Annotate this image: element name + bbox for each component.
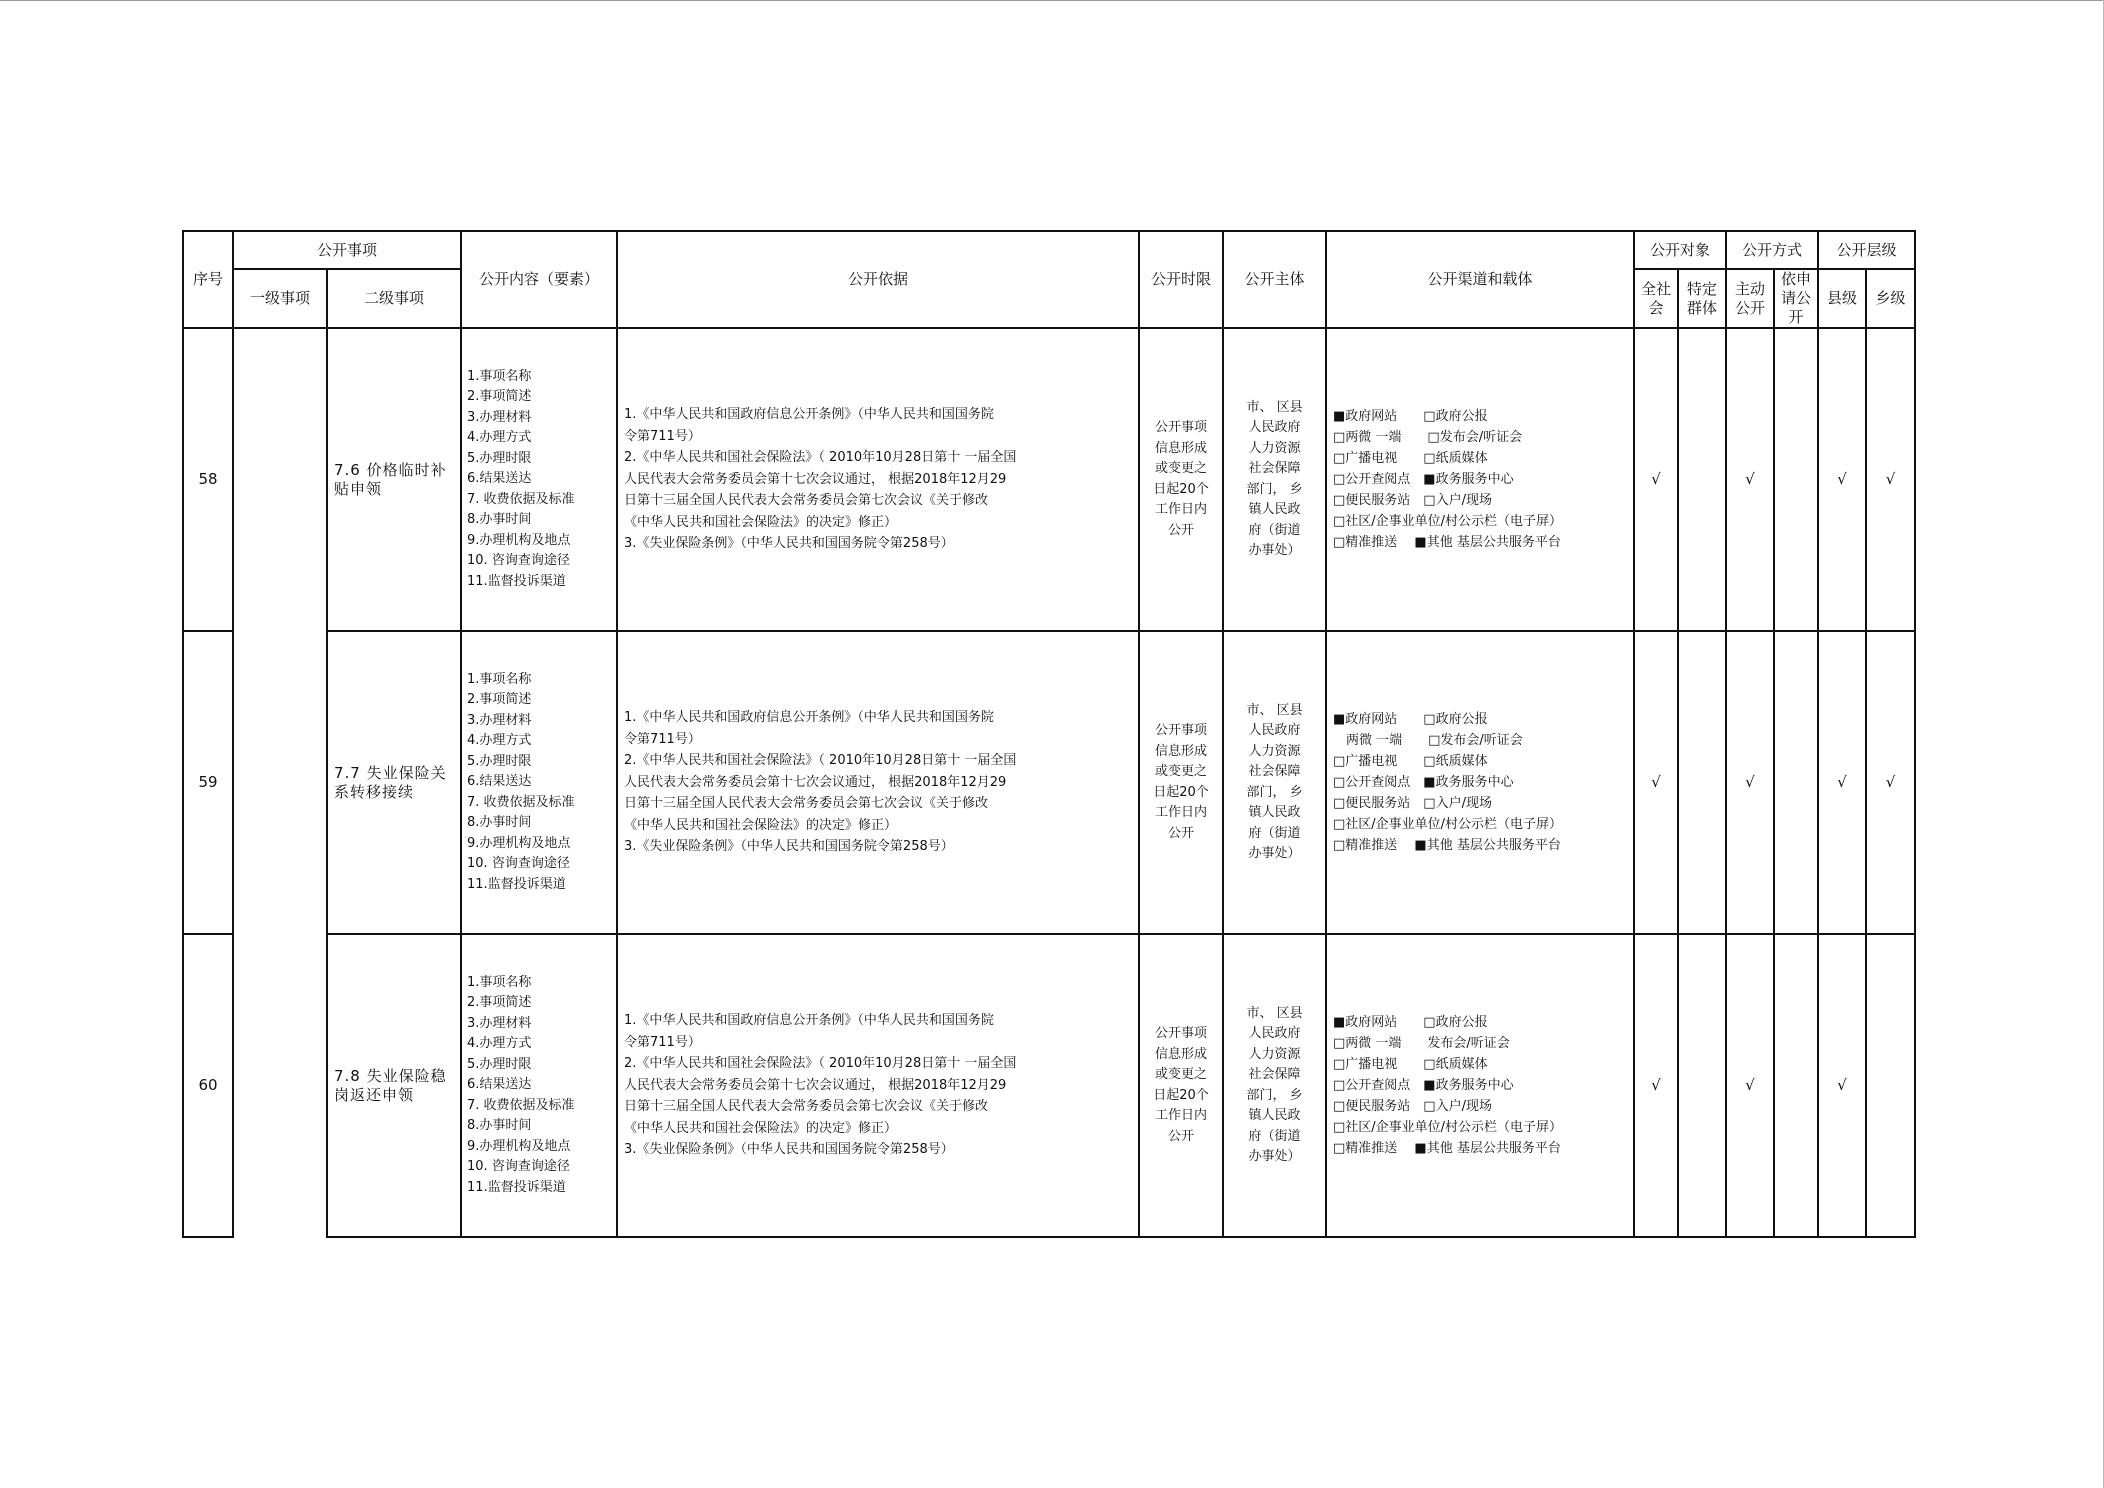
header-audience-specific: [1678, 269, 1726, 328]
subject-line: 人民政府: [1248, 723, 1301, 738]
basis-line: 1.《中华人民共和国政府信息公开条例》（中华人民共和国国务院: [624, 1013, 994, 1029]
subject-line: 市、 区县: [1246, 1005, 1303, 1021]
content-line: 10. 咨询查询途径: [467, 856, 570, 872]
subject-line: 人力资源: [1248, 440, 1301, 456]
subject-line: 镇人民政: [1248, 805, 1301, 820]
header-deadline: [1139, 231, 1223, 328]
subject-line: 镇人民政: [1248, 502, 1301, 517]
row-content-list: [461, 934, 617, 1237]
deadline-line: 信息形成: [1155, 440, 1208, 456]
header-level: 公开层级: [1818, 231, 1915, 269]
content-line: 3.办理材料: [467, 409, 532, 425]
basis-line: 人民代表大会常务委员会第十七次会议通过， 根据2018年12月29: [624, 1077, 1007, 1093]
row-seq: 58: [183, 328, 233, 631]
content-line: 11.监督投诉渠道: [467, 573, 566, 589]
row-method-request-check: [1774, 631, 1818, 934]
table-row: [183, 328, 1915, 631]
channel-line: □精准推送 ■其他 基层公共服务平台: [1333, 1141, 1561, 1156]
basis-line: 《中华人民共和国社会保险法》的决定》修正）: [624, 514, 898, 530]
content-line: 1.事项名称: [467, 671, 532, 687]
content-line: 6.结果送达: [467, 471, 532, 487]
channel-line: □广播电视 □纸质媒体: [1333, 1057, 1488, 1072]
row-audience-specific-check: [1678, 934, 1726, 1237]
subject-line: 部门， 乡: [1246, 481, 1303, 497]
row-method-request-check: [1774, 328, 1818, 631]
header-deadline-label: 公开时限: [1151, 270, 1212, 288]
channel-line: □社区/企事业单位/村公示栏（电子屏）: [1333, 817, 1563, 832]
channel-line: □精准推送 ■其他 基层公共服务平台: [1333, 838, 1561, 853]
channel-line: □两微 一端 □发布会/听证会: [1333, 430, 1523, 445]
channel-line: □公开查阅点 ■政务服务中心: [1333, 775, 1514, 790]
row-audience-specific-check: [1678, 328, 1726, 631]
deadline-line: 公开事项: [1155, 420, 1208, 435]
row-channels: [1326, 328, 1634, 631]
content-line: 6.结果送达: [467, 1077, 532, 1093]
subject-line: 人力资源: [1248, 743, 1301, 759]
row-level-town-check: √: [1866, 328, 1915, 631]
channel-line: □便民服务站 □入户/现场: [1333, 796, 1492, 811]
subject-line: 办事处）: [1248, 1149, 1301, 1164]
channel-line: □便民服务站 □入户/现场: [1333, 1099, 1492, 1114]
basis-line: 《中华人民共和国社会保险法》的决定》修正）: [624, 817, 898, 833]
content-line: 5.办理时限: [467, 753, 532, 769]
channel-line: □广播电视 □纸质媒体: [1333, 451, 1488, 466]
basis-line: 人民代表大会常务委员会第十七次会议通过， 根据2018年12月29: [624, 774, 1007, 790]
channel-line: 两微 一端 □发布会/听证会: [1333, 733, 1523, 748]
basis-line: 2.《中华人民共和国社会保险法》（ 2010年10月28日第十 一届全国: [624, 753, 1017, 769]
content-line: 10. 咨询查询途径: [467, 1159, 570, 1175]
deadline-line: 信息形成: [1155, 1046, 1208, 1062]
header-seq: 序号: [183, 231, 233, 328]
header-channels: 公开渠道和载体: [1326, 231, 1634, 328]
row-audience-all-check: √: [1634, 631, 1678, 934]
row-subitem: 7.6 价格临时补贴申领: [327, 328, 461, 631]
content-line: 3.办理材料: [467, 712, 532, 728]
row-level-town-check: [1866, 934, 1915, 1237]
deadline-line: 工作日内: [1155, 502, 1208, 517]
row-basis: [617, 328, 1139, 631]
basis-line: 令第711号）: [624, 1034, 701, 1050]
subject-line: 镇人民政: [1248, 1108, 1301, 1123]
content-line: 9.办理机构及地点: [467, 835, 571, 851]
row-subject: [1223, 328, 1326, 631]
subject-line: 市、 区县: [1246, 399, 1303, 415]
subject-line: 办事处）: [1248, 543, 1301, 558]
content-line: 10. 咨询查询途径: [467, 553, 570, 569]
header-subject: [1223, 231, 1326, 328]
deadline-line: 公开: [1168, 825, 1195, 841]
basis-line: 3.《失业保险条例》（中华人民共和国国务院令第258号）: [624, 536, 954, 552]
content-line: 8.办事时间: [467, 815, 532, 831]
row-level1-empty: [233, 328, 327, 631]
row-deadline: [1139, 934, 1223, 1237]
subject-line: 社会保障: [1248, 1067, 1301, 1082]
deadline-line: 日起20个: [1153, 784, 1209, 800]
header-level2: 二级事项: [327, 269, 461, 328]
deadline-line: 工作日内: [1155, 805, 1208, 820]
subject-line: 人力资源: [1248, 1046, 1301, 1062]
row-channels: [1326, 631, 1634, 934]
deadline-line: 公开事项: [1155, 1026, 1208, 1041]
deadline-line: 工作日内: [1155, 1108, 1208, 1123]
row-method-active-check: √: [1726, 631, 1774, 934]
content-line: 7. 收费依据及标准: [467, 491, 575, 507]
row-subitem: 7.7 失业保险关系转移接续: [327, 631, 461, 934]
row-level-town-check: √: [1866, 631, 1915, 934]
row-subitem: 7.8 失业保险稳岗返还申领: [327, 934, 461, 1237]
basis-line: 3.《失业保险条例》（中华人民共和国国务院令第258号）: [624, 839, 954, 855]
basis-line: 2.《中华人民共和国社会保险法》（ 2010年10月28日第十 一届全国: [624, 1056, 1017, 1072]
channel-line: ■政府网站 □政府公报: [1333, 1015, 1488, 1030]
content-line: 2.事项简述: [467, 995, 532, 1011]
row-subject: [1223, 934, 1326, 1237]
basis-line: 令第711号）: [624, 428, 701, 444]
header-subject-label: 公开主体: [1244, 270, 1305, 288]
row-seq: 59: [183, 631, 233, 934]
deadline-line: 日起20个: [1153, 1087, 1209, 1103]
deadline-line: 公开: [1168, 522, 1195, 538]
content-line: 5.办理时限: [467, 450, 532, 466]
row-method-active-check: √: [1726, 934, 1774, 1237]
content-line: 9.办理机构及地点: [467, 1138, 571, 1154]
row-method-active-check: √: [1726, 328, 1774, 631]
basis-line: 1.《中华人民共和国政府信息公开条例》（中华人民共和国国务院: [624, 407, 994, 423]
deadline-line: 公开: [1168, 1128, 1195, 1144]
content-line: 8.办事时间: [467, 1118, 532, 1134]
basis-line: 人民代表大会常务委员会第十七次会议通过， 根据2018年12月29: [624, 471, 1007, 487]
channel-line: □两微 一端 发布会/听证会: [1333, 1036, 1510, 1051]
subject-line: 部门， 乡: [1246, 1087, 1303, 1103]
channel-line: □公开查阅点 ■政务服务中心: [1333, 472, 1514, 487]
row-audience-all-check: √: [1634, 934, 1678, 1237]
channel-line: □便民服务站 □入户/现场: [1333, 493, 1492, 508]
deadline-line: 或变更之: [1155, 461, 1208, 476]
content-line: 4.办理方式: [467, 733, 532, 749]
header-level-town: 乡级: [1866, 269, 1915, 328]
subject-line: 社会保障: [1248, 461, 1301, 476]
header-content-label: 公开内容（要素）: [479, 270, 600, 288]
header-item-group: 公开事项: [233, 231, 461, 269]
subject-line: 办事处）: [1248, 846, 1301, 861]
deadline-line: 日起20个: [1153, 481, 1209, 497]
header-method-request-label: 依申请公开: [1781, 270, 1812, 326]
row-basis: [617, 631, 1139, 934]
row-level1-empty: [233, 631, 327, 934]
header-audience-all-label: 全社会: [1641, 279, 1672, 317]
header-method-active-label: 主动公开: [1735, 279, 1766, 317]
deadline-line: 或变更之: [1155, 1067, 1208, 1082]
channel-line: □精准推送 ■其他 基层公共服务平台: [1333, 535, 1561, 550]
subject-line: 府（街道: [1248, 522, 1301, 538]
subject-line: 府（街道: [1248, 1128, 1301, 1144]
row-level-county-check: √: [1818, 934, 1866, 1237]
row-audience-specific-check: [1678, 631, 1726, 934]
channel-line: □广播电视 □纸质媒体: [1333, 754, 1488, 769]
header-method-active: [1726, 269, 1774, 328]
subject-line: 人民政府: [1248, 1026, 1301, 1041]
row-content-list: [461, 631, 617, 934]
header-audience: 公开对象: [1634, 231, 1726, 269]
basis-line: 令第711号）: [624, 731, 701, 747]
basis-line: 2.《中华人民共和国社会保险法》（ 2010年10月28日第十 一届全国: [624, 450, 1017, 466]
content-line: 4.办理方式: [467, 430, 532, 446]
subject-line: 府（街道: [1248, 825, 1301, 841]
content-line: 7. 收费依据及标准: [467, 794, 575, 810]
row-level1-empty: [233, 934, 327, 1237]
header-method: 公开方式: [1726, 231, 1818, 269]
channel-line: ■政府网站 □政府公报: [1333, 409, 1488, 424]
channel-line: □社区/企事业单位/村公示栏（电子屏）: [1333, 1120, 1563, 1135]
content-line: 2.事项简述: [467, 692, 532, 708]
subject-line: 社会保障: [1248, 764, 1301, 779]
deadline-line: 或变更之: [1155, 764, 1208, 779]
row-content-list: [461, 328, 617, 631]
content-line: 11.监督投诉渠道: [467, 1179, 566, 1195]
row-audience-all-check: √: [1634, 328, 1678, 631]
header-audience-all: [1634, 269, 1678, 328]
row-channels: [1326, 934, 1634, 1237]
channel-line: □社区/企事业单位/村公示栏（电子屏）: [1333, 514, 1563, 529]
content-line: 4.办理方式: [467, 1036, 532, 1052]
header-level-county: 县级: [1818, 269, 1866, 328]
content-line: 6.结果送达: [467, 774, 532, 790]
basis-line: 日第十三届全国人民代表大会常务委员会第七次会议《关于修改: [624, 1099, 989, 1115]
header-level1: 一级事项: [233, 269, 327, 328]
content-line: 2.事项简述: [467, 389, 532, 405]
content-line: 7. 收费依据及标准: [467, 1097, 575, 1113]
disclosure-table: [182, 230, 1916, 1238]
header-method-request: [1774, 269, 1818, 328]
channel-line: □公开查阅点 ■政务服务中心: [1333, 1078, 1514, 1093]
content-line: 8.办事时间: [467, 512, 532, 528]
deadline-line: 公开事项: [1155, 723, 1208, 738]
basis-line: 1.《中华人民共和国政府信息公开条例》（中华人民共和国国务院: [624, 710, 994, 726]
row-deadline: [1139, 631, 1223, 934]
content-line: 5.办理时限: [467, 1056, 532, 1072]
subject-line: 人民政府: [1248, 420, 1301, 435]
row-level-county-check: √: [1818, 631, 1866, 934]
row-seq: 60: [183, 934, 233, 1237]
content-line: 3.办理材料: [467, 1015, 532, 1031]
basis-line: 日第十三届全国人民代表大会常务委员会第七次会议《关于修改: [624, 796, 989, 812]
header-basis: 公开依据: [617, 231, 1139, 328]
subject-line: 市、 区县: [1246, 702, 1303, 718]
row-basis: [617, 934, 1139, 1237]
content-line: 1.事项名称: [467, 368, 532, 384]
content-line: 11.监督投诉渠道: [467, 876, 566, 892]
basis-line: 3.《失业保险条例》（中华人民共和国国务院令第258号）: [624, 1142, 954, 1158]
table-row: [183, 631, 1915, 934]
table-row: [183, 934, 1915, 1237]
deadline-line: 信息形成: [1155, 743, 1208, 759]
channel-line: ■政府网站 □政府公报: [1333, 712, 1488, 727]
header-content: [461, 231, 617, 328]
content-line: 1.事项名称: [467, 974, 532, 990]
page-top-border: [0, 0, 2104, 1]
header-audience-specific-label: 特定群体: [1687, 279, 1718, 317]
content-line: 9.办理机构及地点: [467, 532, 571, 548]
row-method-request-check: [1774, 934, 1818, 1237]
row-deadline: [1139, 328, 1223, 631]
basis-line: 《中华人民共和国社会保险法》的决定》修正）: [624, 1120, 898, 1136]
basis-line: 日第十三届全国人民代表大会常务委员会第七次会议《关于修改: [624, 493, 989, 509]
subject-line: 部门， 乡: [1246, 784, 1303, 800]
row-level-county-check: √: [1818, 328, 1866, 631]
row-subject: [1223, 631, 1326, 934]
